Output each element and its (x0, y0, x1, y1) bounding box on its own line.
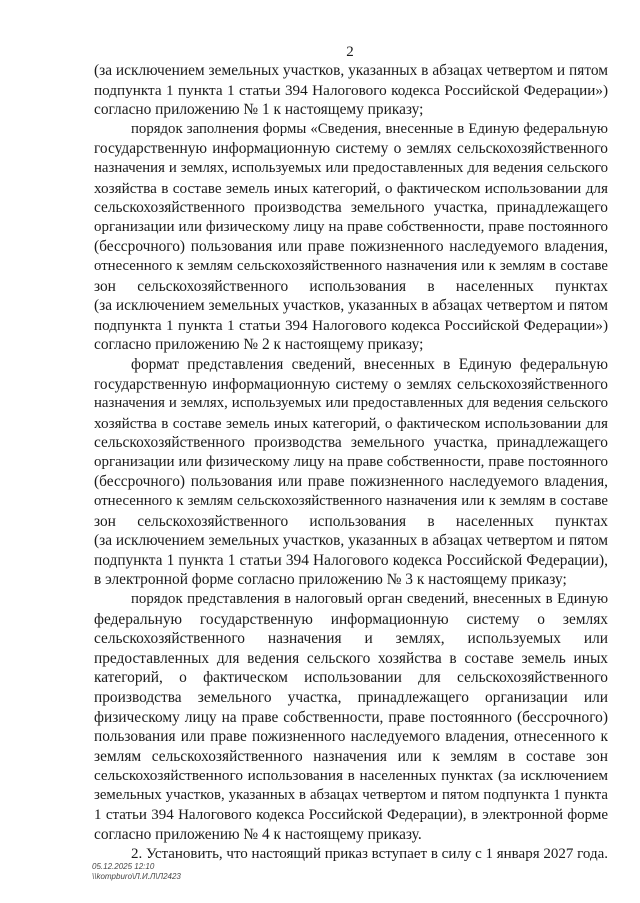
text-line: сельскохозяйственного производства земельного участка, принадлежащего (94, 199, 608, 217)
text-line: отнесенного к землям сельскохозяйственного назначения или к землям в составе (94, 257, 608, 274)
text-line: согласно приложению № 1 к настоящему приказу; (94, 101, 424, 119)
text-line: порядок представления в налоговый орган сведений, внесенных в Единую (131, 591, 608, 608)
footer-stamp (92, 862, 181, 882)
text-line: организации или физическому лицу на праве собственности, праве постоянного (94, 453, 608, 470)
text-line: (за исключением земельных участков, указанных в абзацах четвертом и пятом (94, 532, 608, 550)
text-line: назначения и землях, используемых или предоставленных для ведения сельского (94, 159, 608, 176)
text-line: 2. Установить, что настоящий приказ вступает в силу с 1 января 2027 года. (131, 845, 608, 862)
text-line: отнесенного к землям сельскохозяйственного назначения или к землям в составе (94, 493, 608, 510)
text-line: порядок заполнения формы «Сведения, внесенные в Единую федеральную (131, 120, 608, 137)
text-line: сельскохозяйственного производства земельного участка, принадлежащего (94, 434, 608, 452)
text-line: земельных участков, указанных в абзацах четвертом и пятом подпункта 1 пункта (94, 786, 608, 803)
document-body (94, 61, 608, 864)
text-line: (бессрочного) пользования или праве пожизненного наследуемого владения, (94, 473, 608, 491)
text-line: (бессрочного) пользования или праве пожизненного наследуемого владения, (94, 238, 608, 256)
text-line: хозяйства в составе земель иных категорий, о фактическом использовании для (94, 414, 608, 432)
footer-document-path: \\kompburo\Л.И.Л\Л2423 (92, 872, 181, 881)
text-line: землям сельскохозяйственного назначения или к землям в составе зон (94, 747, 608, 765)
text-line: 1 статьи 394 Налогового кодекса Российской Федерации), в электронной форме (94, 806, 608, 823)
text-line: (за исключением земельных участков, указанных в абзацах четвертом и пятом (94, 62, 608, 79)
text-line: организации или физическому лицу на праве собственности, праве постоянного (94, 218, 608, 235)
text-line: подпункта 1 пункта 1 статьи 394 Налогового кодекса Российской Федерации») (94, 81, 608, 99)
text-line: государственную информационную систему о землях сельскохозяйственного (94, 140, 608, 158)
text-line: зон сельскохозяйственного использования в населенных пунктах (94, 512, 608, 530)
page-number: 2 (346, 44, 354, 60)
text-line: формат представления сведений, внесенных в Единую федеральную (131, 355, 608, 373)
text-line: физическому лицу на праве собственности, праве постоянного (бессрочного) (94, 708, 608, 726)
text-line: сельскохозяйственного назначения и землях, используемых или (94, 630, 608, 648)
text-line: согласно приложению № 2 к настоящему приказу; (94, 336, 424, 354)
text-line: сельскохозяйственного использования в населенных пунктах (за исключением (94, 767, 608, 785)
text-line: производства земельного участка, принадлежащего организации или (94, 689, 608, 706)
text-line: согласно приложению № 4 к настоящему приказу. (94, 826, 422, 844)
text-line: хозяйства в составе земель иных категорий, о фактическом использовании для (94, 179, 608, 197)
text-line: в электронной форме согласно приложению № 3 к настоящему приказу; (94, 571, 567, 589)
footer-date-time: 05.12.2025 12:10 (92, 862, 155, 871)
text-line: государственную информационную систему о землях сельскохозяйственного (94, 375, 608, 393)
text-line: категорий, о фактическом использовании для сельскохозяйственного (94, 669, 608, 687)
text-line: подпункта 1 пункта 1 статьи 394 Налогового кодекса Российской Федерации») (94, 316, 608, 334)
text-line: зон сельскохозяйственного использования в населенных пунктах (94, 277, 608, 295)
text-line: федеральную государственную информационную систему о землях (94, 610, 608, 628)
text-line: (за исключением земельных участков, указанных в абзацах четвертом и пятом (94, 297, 608, 315)
text-line: предоставленных для ведения сельского хозяйства в составе земель иных (94, 649, 608, 667)
text-line: назначения и землях, используемых или предоставленных для ведения сельского (94, 395, 608, 412)
text-line: пользования или праве пожизненного наследуемого владения, отнесенного к (94, 728, 608, 746)
text-line: подпункта 1 пункта 1 статьи 394 Налогового кодекса Российской Федерации), (94, 551, 608, 569)
